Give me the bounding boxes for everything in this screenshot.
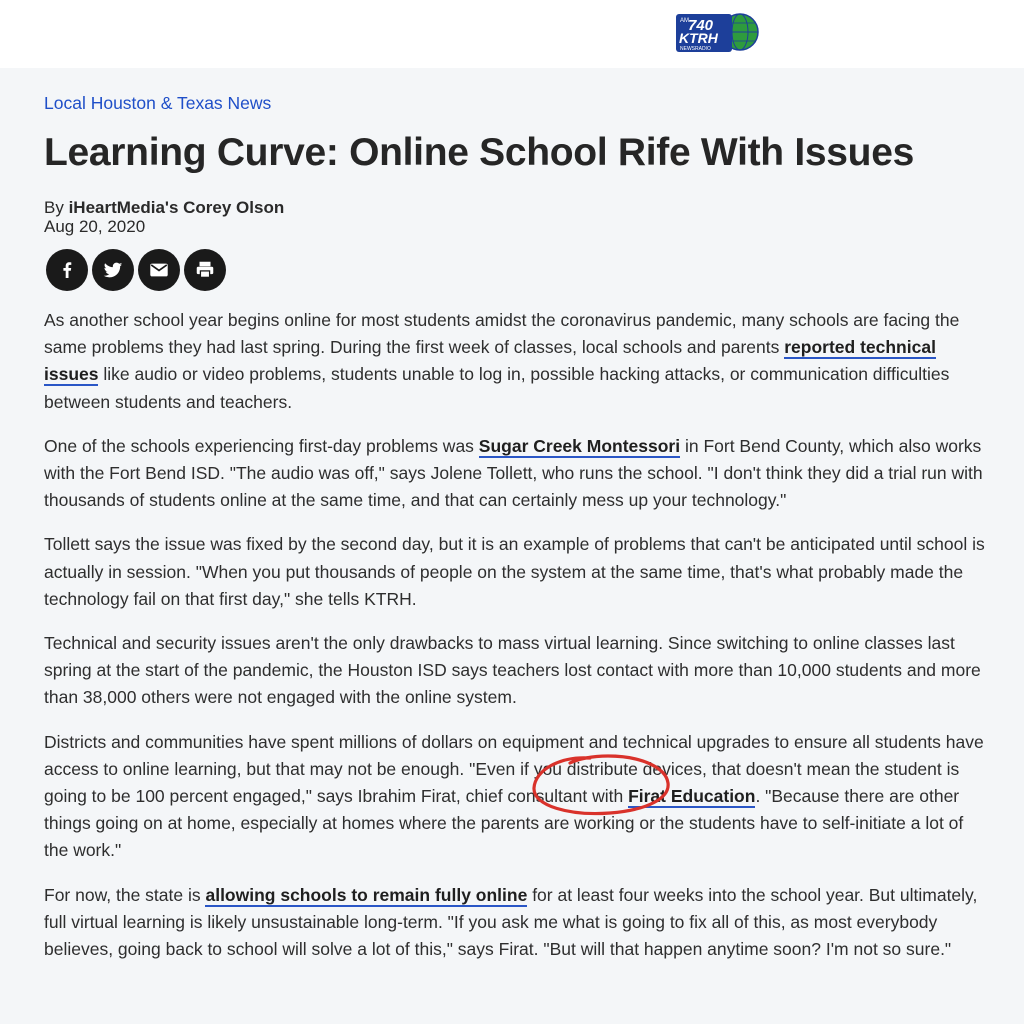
paragraph-5: Districts and communities have spent millions of dollars on equipment and technical upgrades to ensure all students have access to online learning, but that may not be enough. "Even if you distribute devices, that doesn't mean the student is going to be 100 percent engaged," says Ibrahim Firat, chief consultant with Firat Education. "Because there are other things going on at home, especially at homes where the parents are working or the students have to self-initiate a lot of the work." bbox=[44, 731, 984, 861]
svg-text:NEWSRADIO: NEWSRADIO bbox=[680, 46, 711, 52]
paragraph-6: For now, the state is allowing schools to remain fully online for at least four weeks into the school year. But ultimately, full virtual learning is likely unsustainable long-term. "If you ask me what is going to fix all of this, as most everybody believes, going back to school will solve a lot of this," says Firat. "But will that happen anytime soon? I'm not so sure." bbox=[44, 884, 978, 960]
svg-text:KTRH: KTRH bbox=[679, 30, 718, 46]
link-sugar-creek-montessori[interactable]: Sugar Creek Montessori bbox=[478, 435, 681, 456]
twitter-icon bbox=[102, 259, 124, 281]
byline-prefix: By bbox=[44, 198, 69, 217]
share-twitter-button[interactable] bbox=[92, 249, 134, 291]
link-firat-education[interactable]: Firat Education bbox=[628, 786, 756, 807]
share-facebook-button[interactable] bbox=[46, 249, 88, 291]
link-reported-technical-issues[interactable]: reported technical issues bbox=[44, 337, 936, 385]
svg-text:AM: AM bbox=[680, 18, 689, 24]
category-link[interactable]: Local Houston & Texas News bbox=[44, 93, 272, 113]
share-print-button[interactable] bbox=[184, 249, 226, 291]
svg-text:740: 740 bbox=[688, 17, 714, 34]
paragraph-4: Technical and security issues aren't the only drawbacks to mass virtual learning. Since switching to online classes last spring at the start of the pandemic, the Houston ISD says teachers lost contact with more than 10,000 students and more than 38,000 others were not engaged with the online system. bbox=[44, 633, 981, 708]
byline bbox=[44, 198, 989, 217]
paragraph-3: Tollett says the issue was fixed by the second day, but it is an example of problems that can't be anticipated until school is actually in session. "When you put thousands of people on the system at the same time, that's what probably made the technology fail on that first day," she tells KTRH. bbox=[44, 534, 985, 609]
site-header bbox=[0, 0, 1024, 68]
paragraph-1: As another school year begins online for most students amidst the coronavirus pandemic, many schools are facing the same problems they had last spring. During the first week of classes, local schools and parents reported technical issues like audio or video problems, students unable to log in, possible hacking attacks, or communication difficulties between students and teachers. bbox=[44, 310, 960, 412]
paragraph-2: One of the schools experiencing first-day problems was Sugar Creek Montessori in Fort Bend County, which also works with the Fort Bend ISD. "The audio was off," says Jolene Tollett, who runs the school. "I don't think they did a trial run with thousands of students online at the same time, and that can certainly mess up your technology." bbox=[44, 435, 983, 511]
print-icon bbox=[194, 259, 216, 281]
author-name: iHeartMedia's Corey Olson bbox=[68, 198, 285, 217]
share-email-button[interactable] bbox=[138, 249, 180, 291]
page-title: Learning Curve: Online School Rife With Issues bbox=[44, 131, 914, 174]
publish-date: Aug 20, 2020 bbox=[44, 217, 146, 236]
email-icon bbox=[148, 259, 170, 281]
ktrh-logo[interactable] bbox=[674, 10, 764, 54]
article-container bbox=[44, 68, 989, 980]
facebook-icon bbox=[57, 260, 77, 280]
article-body bbox=[44, 307, 989, 963]
link-allowing-schools-online[interactable]: allowing schools to remain fully online bbox=[205, 884, 528, 905]
share-bar bbox=[46, 249, 989, 291]
